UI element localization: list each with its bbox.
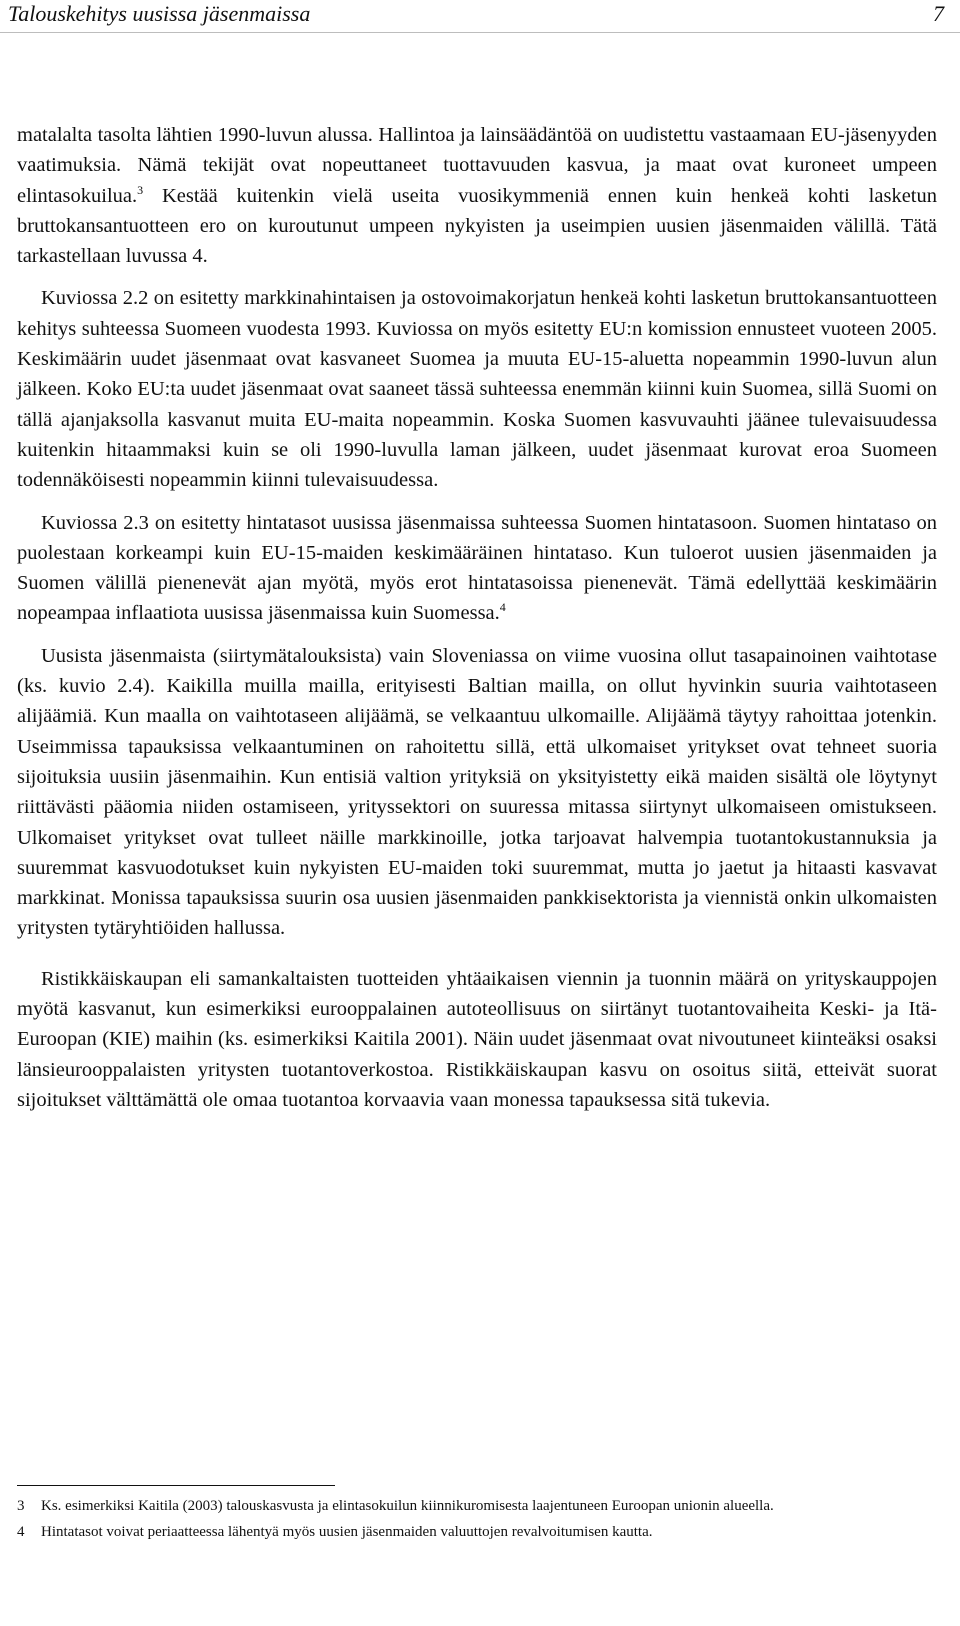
- body-text: [17, 120, 937, 1115]
- page-number: 7: [933, 1, 944, 26]
- paragraph-text: Kestää kuitenkin vielä useita vuosikymmeniä ennen kuin henkeä kohti lasketun bruttokansantuotteen ero on kuroutunut umpeen nykyisten ja useimpien uusien jäsenmaiden välillä. Tätä tarkastellaan luvussa 4.: [17, 184, 937, 268]
- paragraph-5: Ristikkäiskaupan eli samankaltaisten tuotteiden yhtäaikaisen viennin ja tuonnin määrä on yrityskauppojen myötä kasvanut, kun esimerkiksi eurooppalainen autoteollisuus on siirtänyt tuotantovaiheita Keski- ja Itä-Euroopan (KIE) maihin (ks. esimerkiksi Kaitila 2001). Näin uudet jäsenmaat ovat nivoutuneet kiinteäksi osaksi länsieurooppalaisten yritysten tuotantoverkostoa. Ristikkäiskaupan kasvu on osoitus siitä, etteivät suorat sijoitukset välttämättä ole omaa tuotantoa korvaavia vaan monessa tapauksessa sitä tukevia.: [17, 967, 937, 1111]
- paragraph-4: Uusista jäsenmaista (siirtymätalouksista) vain Sloveniassa on viime vuosina ollut tasapainoinen vaihtotase (ks. kuvio 2.4). Kaikilla muilla mailla, erityisesti Baltian mailla, on ollut hyvinkin suuria vaihtotaseen alijäämiä. Kun maalla on vaihtotaseen alijäämä, se velkaantuu ulkomaille. Alijäämä täytyy rahoittaa jotenkin. Useimmissa tapauksissa velkaantuminen on rahoitettu sillä, että ulkomaiset yritykset ovat tehneet suoria sijoituksia uusiin jäsenmaihin. Kun entisiä valtion yrityksiä on yksityistetty eikä maiden sisältä ole löytynyt riittävästi pääomia niiden ostamiseen, yrityssektori on suuressa mitassa siirtynyt ulkomaiseen omistukseen. Ulkomaiset yritykset ovat tulleet näille markkinoille, jotka tarjoavat halvempia tuotantokustannuksia ja suuremmat kasvuodotukset kuin nykyisten EU-maiden toki suuremmat, mutta jo jaetut ja hitaasti kasvavat markkinat. Monissa tapauksissa suurin osa uusien jäsenmaiden pankkisektorista ja viennistä onkin ulkomaisten yritysten tytäryhtiöiden hallussa.: [17, 644, 937, 940]
- page-header: [0, 0, 960, 34]
- footnote-4: [17, 1521, 937, 1543]
- footnote-ref-4: 4: [499, 600, 506, 615]
- footnote-number: 3: [17, 1498, 25, 1514]
- footnote-3: [17, 1495, 937, 1517]
- footnote-text: Hintatasot voivat periaatteessa lähentyä myös uusien jäsenmaiden valuuttojen revalvoitumisen kautta.: [41, 1524, 653, 1540]
- header-divider: [0, 32, 960, 33]
- paragraph-text: matalalta tasolta lähtien 1990-luvun alussa. Hallintoa ja lainsäädäntöä on uudistettu vastaamaan EU-jäsenyyden vaatimuksia. Nämä tekijät ovat nopeuttaneet tuottavuuden kasvua, ja maat ovat kuroneet umpeen elintasokuilua.: [17, 124, 937, 207]
- paragraph-2: Kuviossa 2.2 on esitetty markkinahintaisen ja ostovoimakorjatun henkeä kohti lasketun bruttokansantuotteen kehitys suhteessa Suomeen vuodesta 1993. Kuviossa on myös esitetty EU:n komission ennusteet vuoteen 2005. Keskimäärin uudet jäsenmaat ovat kasvaneet Suomea ja muuta EU-15-aluetta nopeammin 1990-luvun alun jälkeen. Koko EU:ta uudet jäsenmaat ovat saaneet tässä suhteessa enemmän kiinni kuin Suomea, sillä Suomi on tällä ajanjaksolla kasvanut muita EU-maita nopeammin. Koska Suomen kasvuvauhti jäänee tulevaisuudessa kuitenkin hitaammaksi kuin se oli 1990-luvulla laman jälkeen, uudet jäsenmaat kurovat eroa Suomeen todennäköisesti nopeammin kiinni tulevaisuudessa.: [17, 287, 937, 492]
- paragraph-1: [17, 120, 937, 271]
- running-title: Talouskehitys uusissa jäsenmaissa: [8, 1, 311, 26]
- footnote-divider: [17, 1485, 335, 1486]
- footnotes: [17, 1495, 937, 1547]
- footnote-text: Ks. esimerkiksi Kaitila (2003) talouskasvusta ja elintasokuilun kiinnikuromisesta laajentuneen Euroopan unionin alueella.: [41, 1498, 774, 1514]
- footnote-ref-3: 3: [137, 182, 144, 197]
- footnote-number: 4: [17, 1524, 25, 1540]
- paragraph-3: [17, 508, 937, 629]
- paragraph-text: Kuviossa 2.3 on esitetty hintatasot uusissa jäsenmaissa suhteessa Suomen hintatasoon. Suomen hintataso on puolestaan korkeampi kuin EU-15-maiden keskimääräinen hintataso. Kun tuloerot uusien jäsenmaiden ja Suomen välillä pienenevät ajan myötä, myös erot hintatasoissa pienenevät. Tämä edellyttää keskimäärin nopeampaa inflaatiota uusissa jäsenmaissa kuin Suomessa.: [17, 511, 937, 625]
